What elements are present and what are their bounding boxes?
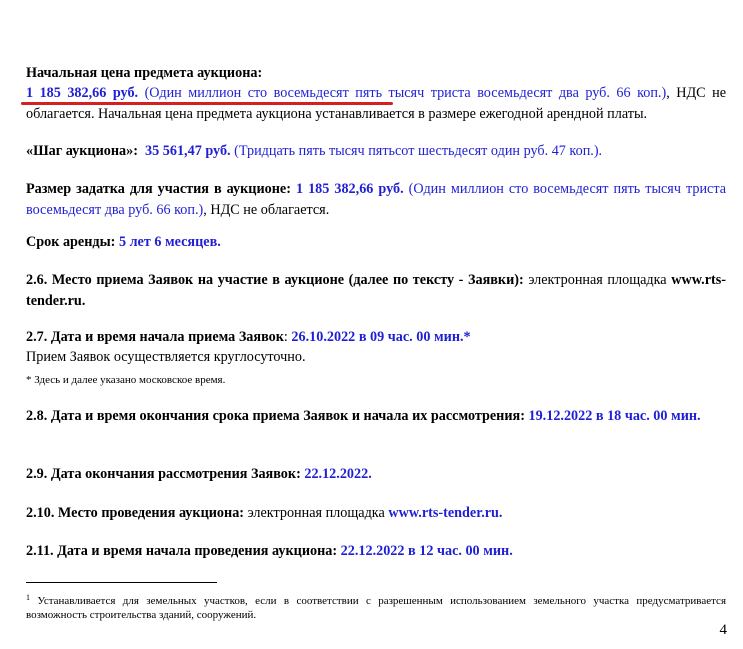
section-2-7 <box>26 327 726 348</box>
section-2-6 <box>26 270 726 312</box>
s210-label: 2.10. Место проведения аукциона: <box>26 505 245 521</box>
step-words: (Тридцать пять тысяч пятьсот шестьдесят один руб. 47 коп.). <box>234 143 603 159</box>
footnote-text: Устанавливается для земельных участков, если в соответствии с разрешенным использованием земельного участка предусматривается возможность строительства зданий, сооружений. <box>26 595 726 621</box>
s211-label: 2.11. Дата и время начала проведения аукциона: <box>26 543 338 559</box>
footnote-divider <box>26 582 217 583</box>
price-tail: , НДС не облагается. Начальная цена предмета аукциона устанавливается в размере ежегодной арендной платы. <box>26 85 727 122</box>
footnote-mark: 1 <box>26 593 30 602</box>
deposit-label: Размер задатка для участия в аукционе: <box>26 181 291 197</box>
lease-value: 5 лет 6 месяцев. <box>118 234 221 250</box>
price-amount: 1 185 382,66 руб. <box>26 85 139 101</box>
deposit-amount: 1 185 382,66 руб. <box>295 181 404 197</box>
price-label-line <box>26 63 726 84</box>
page-number: 4 <box>719 622 727 638</box>
s210-text: электронная площадка <box>244 505 389 521</box>
price-words: (Один миллион сто восемьдесят пять тысяч триста восемьдесят два руб. 66 коп.) <box>144 85 667 101</box>
s211-value: 22.12.2022 в 12 час. 00 мин. <box>340 543 513 559</box>
s27-colon: : <box>283 329 292 345</box>
s27-line2: Прием Заявок осуществляется круглосуточно. <box>26 349 306 365</box>
step-amount: 35 561,47 руб. <box>145 143 231 159</box>
step-paragraph <box>26 141 726 162</box>
deposit-tail: , НДС не облагается. <box>203 202 330 218</box>
s27-note: * Здесь и далее указано московское время. <box>26 374 226 386</box>
price-label: Начальная цена предмета аукциона: <box>26 65 263 81</box>
s28-value: 19.12.2022 в 18 час. 00 мин. <box>528 408 701 424</box>
s210-site: www.rts-tender.ru. <box>388 505 503 521</box>
section-2-11 <box>26 541 726 562</box>
s26-label: 2.6. Место приема Заявок на участие в аукционе (далее по тексту - Заявки): <box>26 272 524 288</box>
s26-text: электронная площадка <box>523 272 672 288</box>
s26-site: www.rts-tender.ru. <box>26 272 726 309</box>
s27-value: 26.10.2022 в 09 час. 00 мин.* <box>291 329 471 345</box>
section-2-9 <box>26 464 726 485</box>
section-2-8 <box>26 406 726 427</box>
deposit-paragraph <box>26 179 726 221</box>
s29-label: 2.9. Дата окончания рассмотрения Заявок: <box>26 466 301 482</box>
s28-label: 2.8. Дата и время окончания срока приема Заявок и начала их рассмотрения: <box>26 408 525 424</box>
s27-label: 2.7. Дата и время начала приема Заявок <box>26 329 284 345</box>
red-underline-annotation <box>21 102 393 105</box>
section-2-10 <box>26 503 726 524</box>
deposit-words: (Один миллион сто восемьдесят пять тысяч триста восемьдесят два руб. 66 коп.) <box>26 181 726 218</box>
lease-label: Срок аренды: <box>26 234 116 250</box>
lease-paragraph <box>26 232 726 253</box>
step-label: «Шаг аукциона»: <box>26 143 138 159</box>
s29-value: 22.12.2022. <box>304 466 372 482</box>
footnote <box>26 591 726 622</box>
